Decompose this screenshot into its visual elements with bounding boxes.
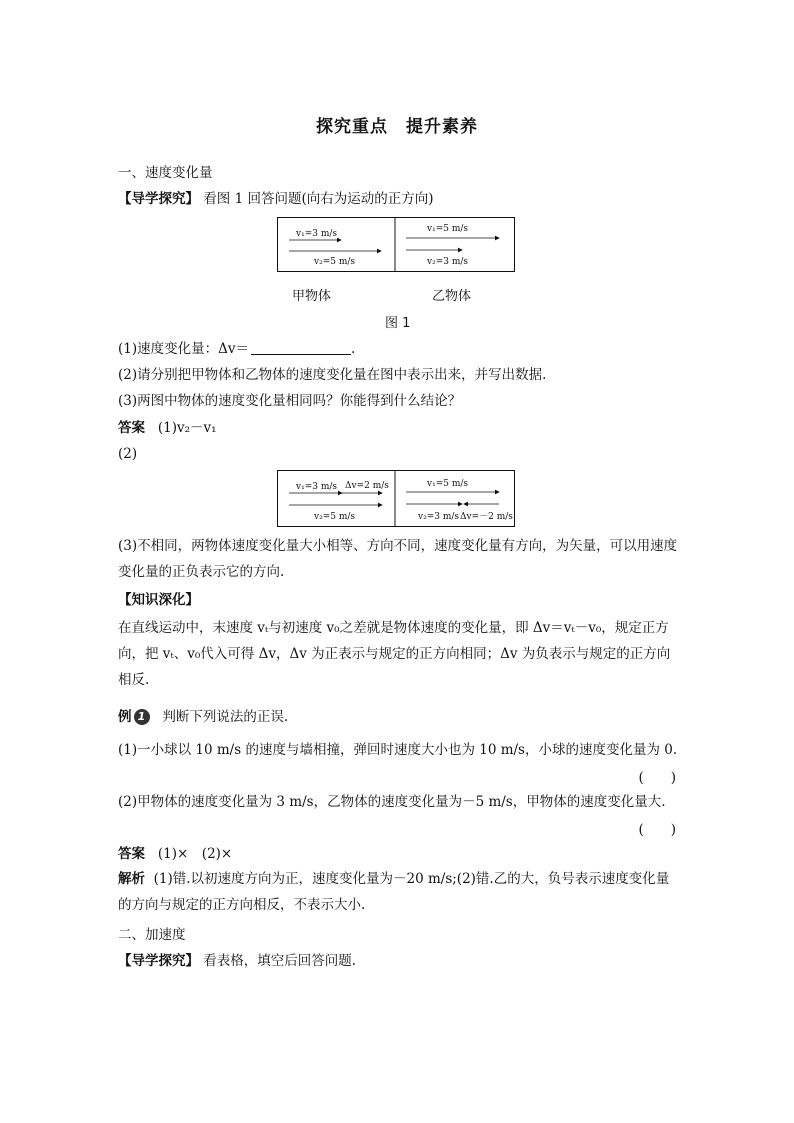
guide-line-1	[118, 189, 434, 209]
section-heading-velocity-change: 一、速度变化量	[118, 165, 213, 181]
answer-paren-1: ( )	[638, 770, 676, 786]
guide-tag-2: 【导学探究】	[118, 953, 199, 969]
q1-suffix: .	[351, 341, 356, 357]
knowledge-tag: 【知识深化】	[118, 592, 199, 608]
guide-text: 看图 1 回答问题(向右为运动的正方向)	[203, 191, 434, 207]
fig2-left-dv: Δv=2 m/s	[345, 481, 389, 491]
fig2-right-v1: v₁=5 m/s	[427, 479, 469, 489]
knowledge-text: 在直线运动中，末速度 vₜ与初速度 v₀之差就是物体速度的变化量，即 Δv＝vₜ－v₀，规定正方向，把 vₜ、v₀代入可得 Δv，Δv 为正表示与规定的正方向相同；Δv 为负表示与规定的正方向相反.	[118, 620, 671, 688]
section-heading-acceleration: 二、加速度	[118, 927, 186, 943]
example-prompt: 判断下列说法的正误.	[162, 709, 289, 725]
fig2-left-v2: v₂=5 m/s	[314, 512, 356, 522]
answer-label: 答案	[118, 420, 145, 436]
answer-paren-2: ( )	[638, 822, 676, 838]
example-statement-1: (1)一小球以 10 m/s 的速度与墙相撞，弹回时速度大小也为 10 m/s，小球的速度变化量为 0.	[118, 742, 678, 758]
example-answer-label: 答案	[118, 846, 145, 862]
example-number-badge: 1	[134, 709, 150, 725]
fig1-right-label: 乙物体	[432, 289, 472, 304]
example-analysis	[118, 866, 678, 918]
q1-prefix: (1)速度变化量：Δv＝	[118, 341, 249, 357]
fig2-right-dv: Δv=－2 m/s	[460, 512, 513, 522]
fig2-right-v2: v₂=3 m/s	[418, 512, 460, 522]
figure-1-diagram	[277, 217, 517, 273]
fig1-caption: 图 1	[385, 316, 411, 331]
answer-3: (3)不相同，两物体速度变化量大小相等、方向不同，速度变化量有方向，为矢量，可以用速度变化量的正负表示它的方向.	[118, 538, 678, 580]
fig1-right-v1: v₁=5 m/s	[427, 224, 469, 234]
example-1-header	[118, 707, 288, 727]
analysis-label: 解析	[118, 871, 145, 887]
analysis-text: (1)错.以初速度方向为正，速度变化量为－20 m/s;(2)错.乙的大，负号表示速度变化量的方向与规定的正方向相反，不表示大小.	[118, 871, 670, 913]
question-1	[118, 339, 355, 359]
fig1-right-v2: v₂=3 m/s	[427, 257, 469, 267]
example-answer-text: (1)× (2)×	[157, 846, 233, 862]
q1-blank	[251, 340, 351, 355]
guide-line-2	[118, 951, 356, 971]
fig2-left-v1: v₁=3 m/s	[296, 482, 338, 492]
question-3: (3)两图中物体的速度变化量相同吗？你能得到什么结论？	[118, 393, 462, 409]
fig1-left-v2: v₂=5 m/s	[314, 257, 356, 267]
page-title: 探究重点 提升素养	[316, 117, 478, 137]
figure-2-diagram	[277, 470, 517, 528]
answer-2-label: (2)	[118, 446, 138, 462]
question-2: (2)请分别把甲物体和乙物体的速度变化量在图中表示出来，并写出数据.	[118, 367, 547, 383]
answer-1: (1)v₂－v₁	[157, 420, 217, 436]
fig1-left-v1: v₁=3 m/s	[296, 229, 338, 239]
answer-line-1	[118, 418, 217, 438]
example-answer	[118, 844, 232, 864]
fig1-left-label: 甲物体	[292, 289, 332, 304]
guide-text-2: 看表格，填空后回答问题.	[203, 953, 357, 969]
guide-tag: 【导学探究】	[118, 191, 199, 207]
example-statement-2: (2)甲物体的速度变化量为 3 m/s，乙物体的速度变化量为－5 m/s，甲物体的速度变化量大.	[118, 794, 666, 810]
example-label: 例	[118, 709, 132, 725]
